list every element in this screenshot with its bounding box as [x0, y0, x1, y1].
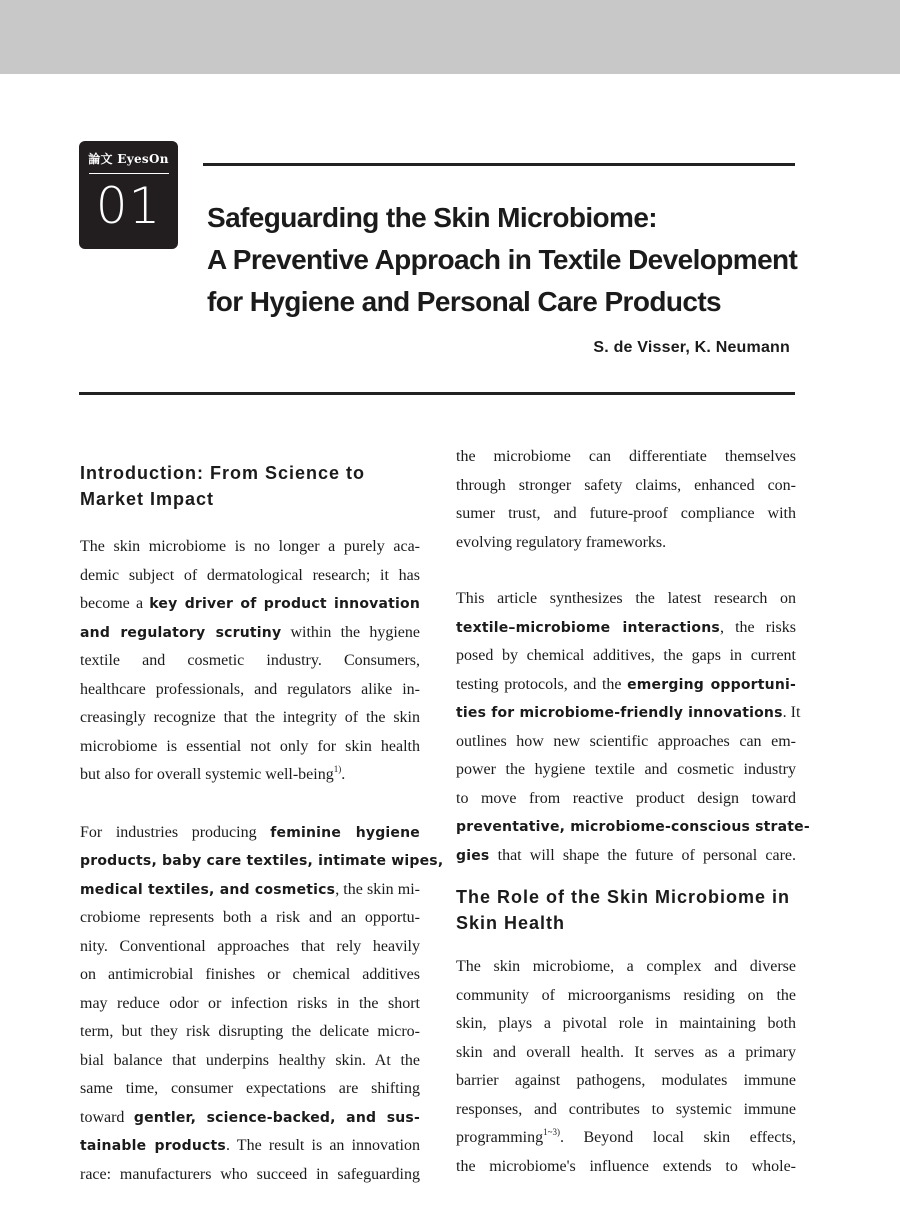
text-line: creasingly recognize that the integrity of the skin: [80, 709, 420, 726]
article-title: [207, 197, 807, 323]
title-line: Safeguarding the Skin Microbiome:: [207, 202, 658, 233]
keyword-highlight: emerging opportuni-: [627, 676, 796, 693]
text-line: race: manufacturers who succeed in safeguarding: [80, 1165, 420, 1183]
text-line: term, but they risk disrupting the delicate micro-: [80, 1023, 420, 1040]
keyword-highlight: and regulatory scrutiny: [80, 624, 282, 641]
keyword-highlight: products, baby care textiles, intimate wipes,: [80, 853, 444, 869]
badge-label: 論文 EyesOn: [88, 152, 169, 166]
left-column: [80, 460, 444, 1189]
paragraph: [80, 533, 420, 790]
heading-line: The Role of the Skin Microbiome in: [456, 887, 791, 907]
text-line: crobiome represents both a risk and an opportu-: [80, 909, 420, 926]
keyword-highlight: tainable products: [80, 1138, 226, 1154]
text-line: responses, and contributes to systemic immune: [456, 1100, 796, 1118]
keyword-highlight: ties for microbiome-friendly innovations: [456, 705, 783, 721]
text-line: and regulatory scrutiny within the hygiene: [80, 623, 420, 641]
paragraph: [80, 819, 444, 1190]
article-authors: S. de Visser, K. Neumann: [593, 339, 790, 356]
text-line: to move from reactive product design toward: [456, 789, 796, 807]
text-line: toward gentler, science-backed, and sus-: [80, 1108, 420, 1126]
keyword-highlight: textile–microbiome interactions: [456, 619, 720, 636]
text-line: skin, plays a pivotal role in maintaining both: [456, 1015, 796, 1032]
paragraph: [456, 585, 810, 870]
keyword-highlight: medical textiles, and cosmetics: [80, 881, 336, 898]
text-line: barrier against pathogens, modulates immune: [456, 1072, 796, 1089]
text-line: same time, consumer expectations are shifting: [80, 1080, 420, 1097]
text-line: textile–microbiome interactions, the risks: [456, 618, 796, 636]
text-line: gies that will shape the future of personal care.: [456, 846, 796, 864]
text-line: but also for overall systemic well-being$^{1)}$.: [80, 764, 346, 783]
text-line: ties for microbiome-friendly innovations. It: [456, 704, 801, 721]
text-line: medical textiles, and cosmetics, the skin mi-: [80, 880, 420, 898]
text-line: the microbiome's influence extends to whole-: [456, 1157, 796, 1175]
badge-number: 01: [95, 177, 162, 235]
text-line: The skin microbiome, a complex and diverse: [456, 958, 796, 975]
text-line: tainable products. The result is an innovation: [80, 1137, 420, 1154]
heading-line: Introduction: From Science to: [80, 463, 366, 483]
section-heading-role-of-microbiome: [456, 884, 796, 936]
title-line: A Preventive Approach in Textile Development: [207, 244, 798, 275]
keyword-highlight: feminine hygiene: [270, 824, 420, 841]
heading-line: Market Impact: [80, 489, 215, 509]
text-line: skin and overall health. It serves as a primary: [456, 1043, 796, 1061]
text-line: [456, 813, 810, 842]
text-line: outlines how new scientific approaches can em-: [456, 732, 796, 750]
citation-ref: 1~3): [543, 1127, 560, 1137]
text-line: may reduce odor or infection risks in the short: [80, 994, 420, 1012]
text-line: healthcare professionals, and regulators alike in-: [80, 680, 420, 698]
text-line: through stronger safety claims, enhanced con-: [456, 476, 796, 494]
keyword-highlight: key driver of product innovation: [149, 596, 421, 612]
text-line: For industries producing feminine hygiene: [80, 823, 420, 841]
section-heading-introduction: [80, 460, 420, 512]
keyword-highlight: gies: [456, 847, 490, 864]
heading-line: Skin Health: [456, 913, 566, 933]
text-line: testing protocols, and the emerging opportuni-: [456, 675, 796, 693]
text-line: on antimicrobial finishes or chemical additives: [80, 966, 420, 983]
keyword-highlight: preventative, microbiome-conscious strate-: [456, 819, 810, 835]
badge-divider: [89, 173, 169, 174]
text-line: nity. Conventional approaches that rely heavily: [80, 937, 420, 955]
text-line: bial balance that underpins healthy skin. At the: [80, 1051, 420, 1069]
text-line: demic subject of dermatological research; it has: [80, 566, 420, 584]
text-line: the microbiome can differentiate themselves: [456, 448, 796, 465]
keyword-highlight: gentler, science-backed, and sus-: [133, 1109, 420, 1126]
text-line: microbiome is essential not only for skin health: [80, 737, 420, 755]
text-line: This article synthesizes the latest research on: [456, 590, 796, 607]
top-header-band: [0, 0, 900, 74]
text-line: The skin microbiome is no longer a purely aca-: [80, 538, 420, 555]
title-bottom-rule: [79, 392, 795, 395]
text-line: textile and cosmetic industry. Consumers,: [80, 652, 420, 669]
text-line: posed by chemical additives, the gaps in current: [456, 647, 796, 664]
text-line: power the hygiene textile and cosmetic industry: [456, 761, 796, 778]
citation-ref: 1): [333, 764, 342, 774]
text-line: evolving regulatory frameworks.: [456, 533, 667, 551]
title-top-rule: [203, 163, 795, 166]
text-line: community of microorganisms residing on the: [456, 986, 796, 1004]
text-line: [80, 847, 444, 876]
right-column: [456, 443, 810, 1181]
title-line: for Hygiene and Personal Care Products: [207, 286, 722, 317]
paragraph: [456, 953, 796, 1181]
paragraph: [456, 443, 796, 557]
text-line: programming$^{1\sim 3)}$. Beyond local skin effects,: [456, 1127, 796, 1146]
text-line: sumer trust, and future-proof compliance with: [456, 505, 796, 522]
article-badge: [79, 141, 178, 249]
text-line: become a key driver of product innovation: [80, 595, 421, 612]
